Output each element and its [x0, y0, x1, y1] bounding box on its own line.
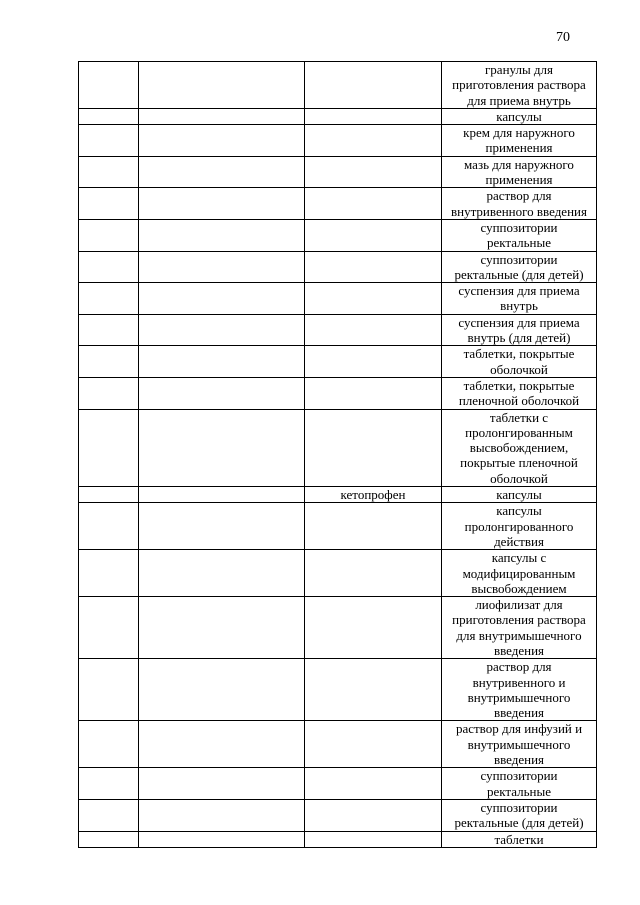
dosage-form-cell: капсулы пролонгированного действия [442, 503, 597, 550]
drug-name-cell [305, 251, 442, 283]
atc-group-cell [139, 487, 305, 503]
dosage-form-cell: таблетки [442, 831, 597, 847]
drug-name-cell [305, 831, 442, 847]
dosage-form-cell: суппозитории ректальные [442, 219, 597, 251]
table-row [79, 156, 597, 188]
dosage-form-cell: крем для наружного применения [442, 125, 597, 157]
drug-name-cell: кетопрофен [305, 487, 442, 503]
drug-name-cell [305, 768, 442, 800]
dosage-form-cell: раствор для внутривенного введения [442, 188, 597, 220]
dosage-form-cell: капсулы с модифицированным высвобождением [442, 550, 597, 597]
atc-group-cell [139, 283, 305, 315]
drug-name-cell [305, 219, 442, 251]
atc-code-cell [79, 314, 139, 346]
atc-group-cell [139, 799, 305, 831]
atc-group-cell [139, 188, 305, 220]
dosage-form-cell: суспензия для приема внутрь (для детей) [442, 314, 597, 346]
table-row [79, 799, 597, 831]
dosage-form-cell: суппозитории ректальные (для детей) [442, 799, 597, 831]
table-row [79, 251, 597, 283]
page-number: 70 [556, 30, 570, 45]
table-row [79, 346, 597, 378]
dosage-form-cell: таблетки, покрытые оболочкой [442, 346, 597, 378]
table-row [79, 219, 597, 251]
atc-code-cell [79, 503, 139, 550]
table-row [79, 768, 597, 800]
dosage-form-cell: суппозитории ректальные [442, 768, 597, 800]
atc-group-cell [139, 409, 305, 486]
atc-group-cell [139, 314, 305, 346]
atc-group-cell [139, 550, 305, 597]
atc-code-cell [79, 659, 139, 721]
dosage-form-cell: лиофилизат для приготовления раствора для внутримышечного введения [442, 597, 597, 659]
table-row [79, 409, 597, 486]
table-row [79, 550, 597, 597]
atc-code-cell [79, 156, 139, 188]
drug-table [78, 61, 597, 848]
dosage-form-cell: суппозитории ректальные (для детей) [442, 251, 597, 283]
atc-code-cell [79, 283, 139, 315]
table-row [79, 721, 597, 768]
table-row [79, 487, 597, 503]
atc-code-cell [79, 125, 139, 157]
atc-group-cell [139, 219, 305, 251]
atc-code-cell [79, 831, 139, 847]
atc-code-cell [79, 721, 139, 768]
drug-name-cell [305, 550, 442, 597]
atc-group-cell [139, 721, 305, 768]
drug-name-cell [305, 346, 442, 378]
table-row [79, 831, 597, 847]
atc-code-cell [79, 409, 139, 486]
drug-name-cell [305, 188, 442, 220]
drug-name-cell [305, 659, 442, 721]
table-row [79, 283, 597, 315]
drug-name-cell [305, 799, 442, 831]
atc-code-cell [79, 597, 139, 659]
atc-group-cell [139, 156, 305, 188]
table-row [79, 125, 597, 157]
drug-name-cell [305, 721, 442, 768]
dosage-form-cell: раствор для инфузий и внутримышечного введения [442, 721, 597, 768]
atc-code-cell [79, 251, 139, 283]
dosage-form-cell: таблетки с пролонгированным высвобождением, покрытые пленочной оболочкой [442, 409, 597, 486]
atc-group-cell [139, 597, 305, 659]
table-row [79, 659, 597, 721]
dosage-form-cell: суспензия для приема внутрь [442, 283, 597, 315]
atc-group-cell [139, 831, 305, 847]
atc-code-cell [79, 487, 139, 503]
table-row [79, 188, 597, 220]
table-row [79, 108, 597, 124]
atc-group-cell [139, 108, 305, 124]
dosage-form-cell: капсулы [442, 487, 597, 503]
atc-code-cell [79, 346, 139, 378]
atc-code-cell [79, 377, 139, 409]
drug-name-cell [305, 503, 442, 550]
drug-name-cell [305, 314, 442, 346]
dosage-form-cell: капсулы [442, 108, 597, 124]
table-row [79, 62, 597, 109]
drug-name-cell [305, 156, 442, 188]
atc-code-cell [79, 768, 139, 800]
table-row [79, 314, 597, 346]
atc-code-cell [79, 62, 139, 109]
drug-name-cell [305, 377, 442, 409]
dosage-form-cell: раствор для внутривенного и внутримышечного введения [442, 659, 597, 721]
atc-code-cell [79, 550, 139, 597]
atc-group-cell [139, 125, 305, 157]
atc-code-cell [79, 219, 139, 251]
atc-code-cell [79, 799, 139, 831]
atc-group-cell [139, 346, 305, 378]
drug-name-cell [305, 108, 442, 124]
atc-group-cell [139, 503, 305, 550]
dosage-form-cell: таблетки, покрытые пленочной оболочкой [442, 377, 597, 409]
table-row [79, 597, 597, 659]
table-row [79, 377, 597, 409]
drug-name-cell [305, 125, 442, 157]
drug-name-cell [305, 62, 442, 109]
atc-group-cell [139, 659, 305, 721]
dosage-form-cell: гранулы для приготовления раствора для приема внутрь [442, 62, 597, 109]
atc-code-cell [79, 108, 139, 124]
atc-group-cell [139, 377, 305, 409]
drug-name-cell [305, 283, 442, 315]
drug-table-body [79, 62, 597, 848]
atc-group-cell [139, 62, 305, 109]
table-row [79, 503, 597, 550]
dosage-form-cell: мазь для наружного применения [442, 156, 597, 188]
drug-name-cell [305, 409, 442, 486]
drug-name-cell [305, 597, 442, 659]
atc-group-cell [139, 251, 305, 283]
atc-code-cell [79, 188, 139, 220]
atc-group-cell [139, 768, 305, 800]
